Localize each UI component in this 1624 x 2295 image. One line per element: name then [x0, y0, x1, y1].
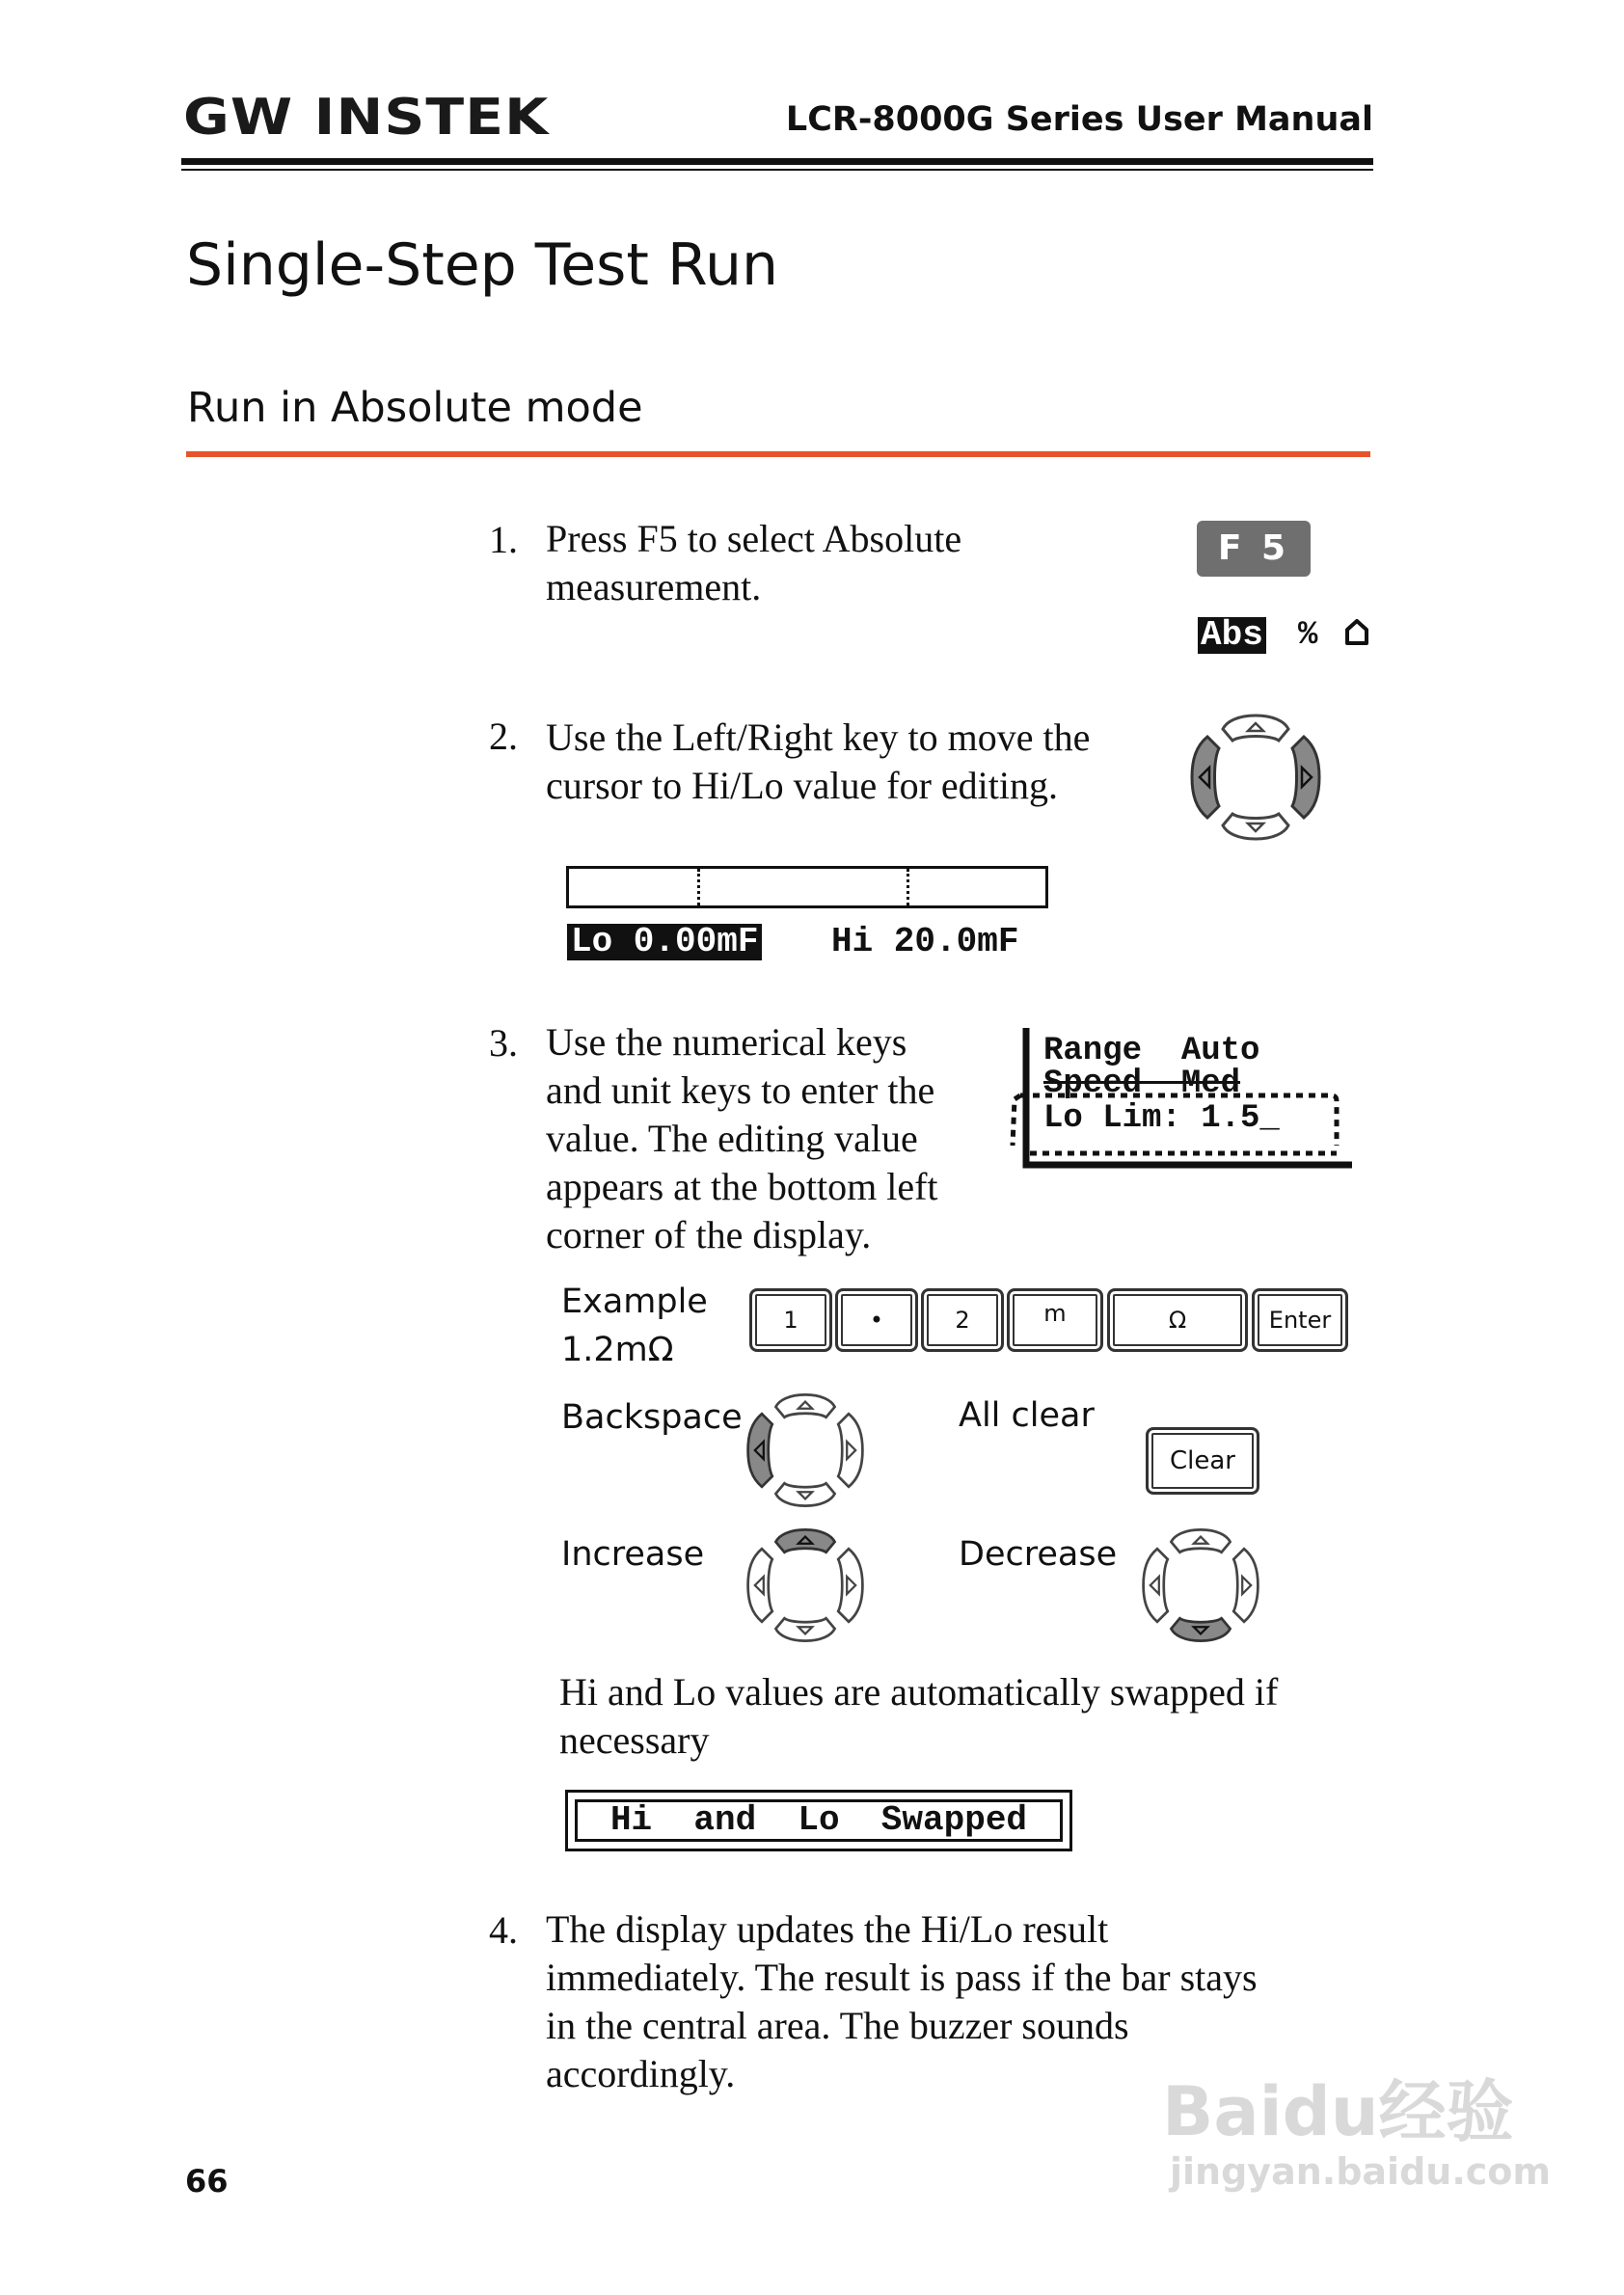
step-4-line-4: accordingly.	[546, 2052, 736, 2095]
increase-label: Increase	[561, 1535, 705, 1574]
hi-value-display: Hi 20.0mF	[831, 922, 1019, 961]
clear-key[interactable]: Clear	[1146, 1427, 1259, 1495]
abs-mode-label: Abs	[1198, 617, 1266, 654]
step-4-line-1: The display updates the Hi/Lo result	[546, 1907, 1109, 1951]
manual-title: LCR-8000G Series User Manual	[785, 100, 1373, 139]
swap-note	[559, 1668, 1278, 1765]
header-rule	[181, 158, 1373, 165]
step-3-line-2: and unit keys to enter the	[546, 1068, 935, 1112]
step-2-line-2: cursor to Hi/Lo value for editing.	[546, 764, 1058, 807]
lo-value-display: Lo 0.00mF	[567, 924, 762, 960]
left-right-arrow-keys[interactable]	[1188, 712, 1323, 848]
lcd-screen	[1009, 1028, 1352, 1173]
step-2-text	[546, 714, 1090, 810]
swapped-message-text: Hi and Lo Swapped	[575, 1799, 1063, 1842]
hi-lo-range-bar	[566, 866, 1048, 908]
key-2[interactable]: 2	[921, 1288, 1004, 1352]
key-1[interactable]: 1	[749, 1288, 832, 1352]
page-number: 66	[185, 2163, 229, 2200]
baidu-watermark	[1162, 2073, 1551, 2193]
section-rule	[186, 451, 1370, 457]
step-3-line-1: Use the numerical keys	[546, 1020, 907, 1064]
all-clear-label: All clear	[959, 1396, 1095, 1435]
key-ohm-unit[interactable]: Ω	[1107, 1288, 1248, 1352]
lcd-line-range: Range Auto	[1043, 1033, 1260, 1069]
watermark-url: jingyan.baidu.com	[1170, 2150, 1551, 2193]
key-decimal-point[interactable]: •	[835, 1288, 918, 1352]
step-1-text	[546, 515, 961, 611]
key-milli-unit[interactable]: m	[1007, 1288, 1103, 1352]
lcd-line-speed: Speed Med	[1043, 1066, 1241, 1102]
example-value: 1.2mΩ	[561, 1331, 674, 1369]
step-1-line-2: measurement.	[546, 565, 762, 608]
f5-key[interactable]: F 5	[1197, 521, 1311, 577]
section-title: Run in Absolute mode	[187, 384, 643, 432]
step-1-number: 1.	[489, 518, 518, 561]
swap-note-line-1: Hi and Lo values are automatically swapped if	[559, 1670, 1279, 1714]
decrease-label: Decrease	[959, 1535, 1118, 1574]
backspace-left-arrow-key[interactable]	[744, 1390, 866, 1515]
step-2-line-1: Use the Left/Right key to move the	[546, 716, 1091, 759]
step-4-line-2: immediately. The result is pass if the bar stays	[546, 1956, 1258, 1999]
range-bar-lo-marker	[697, 869, 700, 905]
step-4-line-3: in the central area. The buzzer sounds	[546, 2004, 1129, 2047]
home-delta-icon	[1344, 617, 1369, 651]
swapped-message-display	[565, 1790, 1072, 1851]
step-1-line-1: Press F5 to select Absolute	[546, 517, 962, 560]
step-4-text	[546, 1905, 1258, 2098]
range-bar-hi-marker	[907, 869, 909, 905]
enter-key[interactable]: Enter	[1252, 1288, 1348, 1352]
decrease-down-arrow-key[interactable]	[1140, 1526, 1261, 1650]
header-rule-thin	[181, 169, 1373, 171]
step-3-number: 3.	[489, 1021, 518, 1065]
step-4-number: 4.	[489, 1908, 518, 1952]
step-3-line-5: corner of the display.	[546, 1213, 872, 1256]
step-3-line-3: value. The editing value	[546, 1117, 918, 1160]
step-2-number: 2.	[489, 715, 518, 758]
percent-mode-label: %	[1298, 617, 1318, 654]
swap-note-line-2: necessary	[559, 1718, 710, 1762]
step-3-line-4: appears at the bottom left	[546, 1165, 938, 1208]
step-3-text	[546, 1018, 938, 1259]
example-label: Example	[561, 1282, 708, 1321]
lcd-line-lo-lim: Lo Lim: 1.5_	[1043, 1100, 1280, 1137]
page-title: Single-Step Test Run	[186, 231, 779, 299]
backspace-label: Backspace	[561, 1398, 743, 1437]
increase-up-arrow-key[interactable]	[744, 1526, 866, 1650]
watermark-brand: Baidu经验	[1162, 2072, 1514, 2151]
gw-instek-logo: GW INSTEK	[183, 89, 550, 147]
